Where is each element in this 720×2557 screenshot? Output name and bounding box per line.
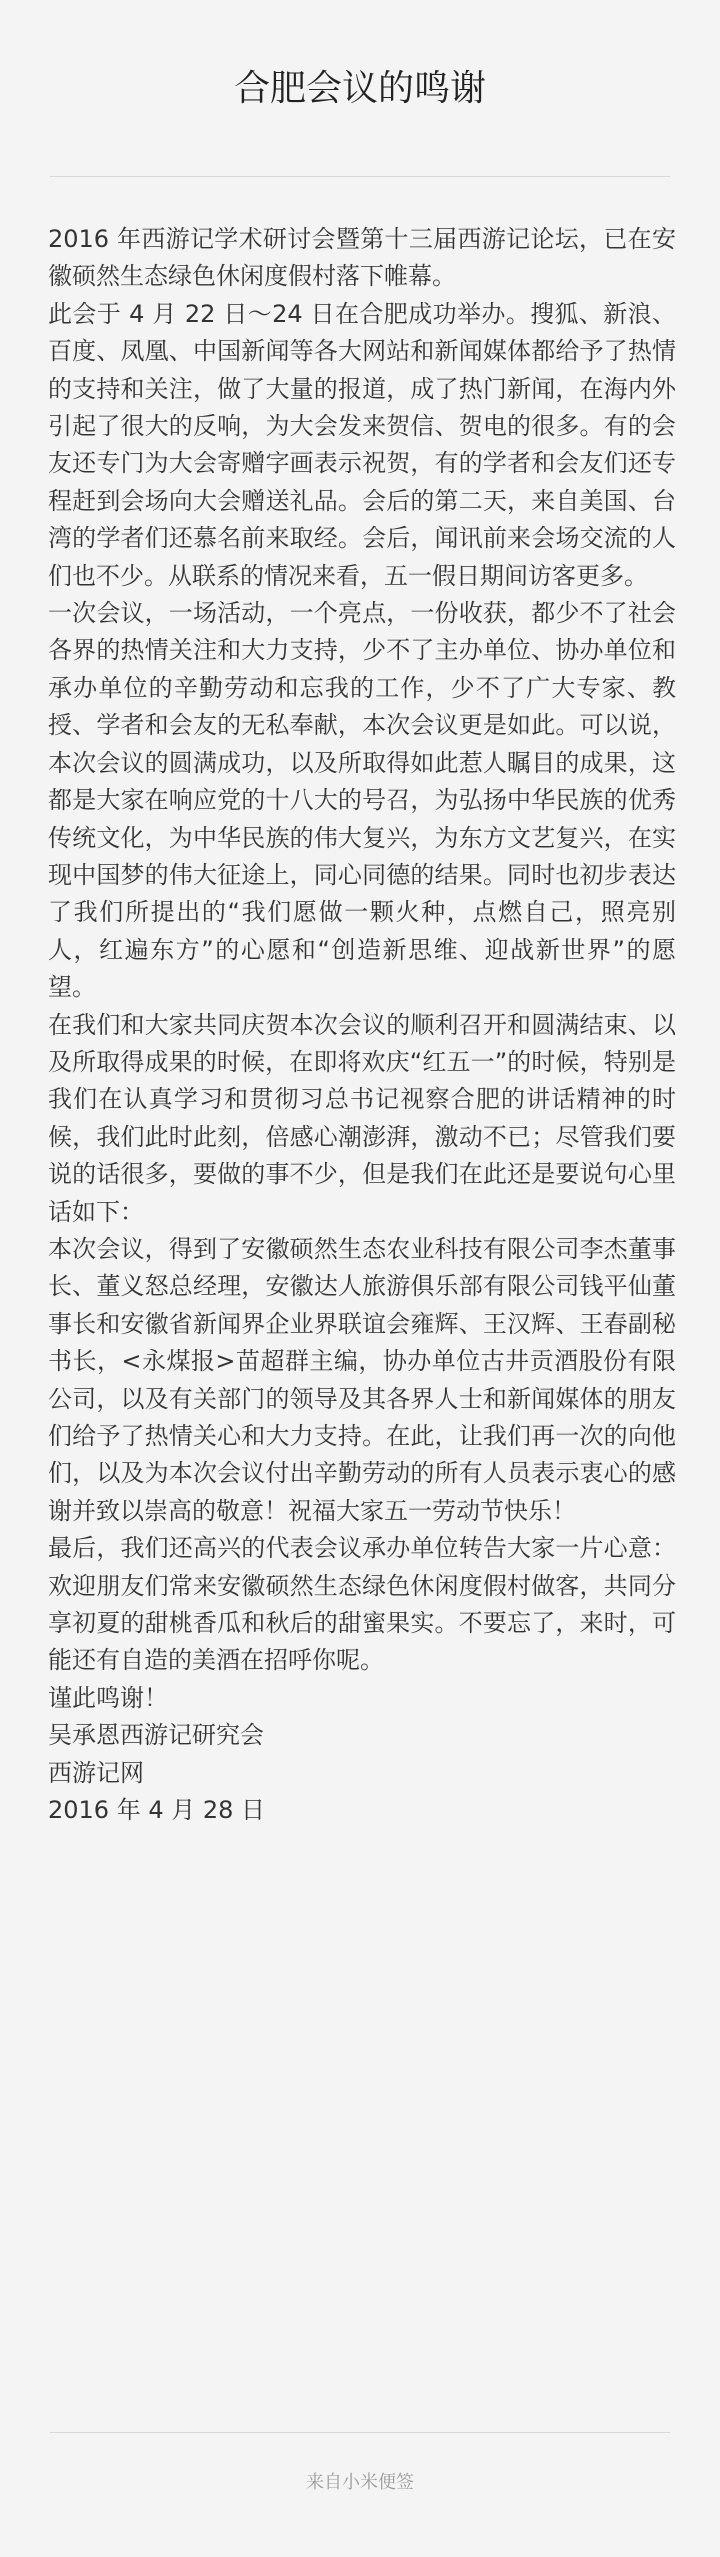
paragraph-thanks-list: 本次会议，得到了安徽硕然生态农业科技有限公司李杰董事长、董义怒总经理，安徽达人旅游俱乐部有限公司钱平仙董事长和安徽省新闻界企业界联谊会雍辉、王汉辉、王春副秘书长，<永煤报>苗超群主编，协办单位古井贡酒股份有限公司，以及有关部门的领导及其各界人士和新闻媒体的朋友们给予了热情关心和大力支持。在此，让我们再一次的向他们，以及为本次会议付出辛勤劳动的所有人员表示衷心的感谢并致以崇高的敬意！祝福大家五一劳动节快乐！ (48, 1234, 676, 1525)
source-footer: 来自小米便签 (306, 2472, 414, 2493)
signature-website: 西游记网 (48, 1758, 144, 1787)
paragraph-intro: 2016 年西游记学术研讨会暨第十三届西游记论坛，已在安徽硕然生态绿色休闲度假村落下帷幕。 (48, 225, 676, 291)
paragraph-celebration: 在我们和大家共同庆贺本次会议的顺利召开和圆满结束、以及所取得成果的时候，在即将欢庆“红五一”的时候，特别是我们在认真学习和贯彻习总书记视察合肥的讲话精神的时候，我们此时此刻，倍感心潮澎湃，激动不已；尽管我们要说的话很多，要做的事不少，但是我们在此还是要说句心里话如下： (48, 1010, 676, 1226)
paragraph-support: 一次会议，一场活动，一个亮点，一份收获，都少不了社会各界的热情关注和大力支持，少不了主办单位、协办单位和承办单位的辛勤劳动和忘我的工作，少不了广大专家、教授、学者和会友的无私奉献，本次会议更是如此。可以说，本次会议的圆满成功，以及所取得如此惹人瞩目的成果，这都是大家在响应党的十八大的号召，为弘扬中华民族的优秀传统文化，为中华民族的伟大复兴，为东方文艺复兴，在实现中国梦的伟大征途上，同心同德的结果。同时也初步表达了我们所提出的“我们愿做一颗火种，点燃自己，照亮别人，红遍东方”的心愿和“创造新思维、迎战新世界”的愿望。 (48, 599, 676, 1002)
top-divider (50, 176, 670, 177)
note-title: 合肥会议的鸣谢 (233, 68, 486, 109)
paragraph-event-report: 此会于 4 月 22 日～24 日在合肥成功举办。搜狐、新浪、百度、凤凰、中国新闻等各大网站和新闻媒体都给予了热情的支持和关注，做了大量的报道，成了热门新闻，在海内外引起了很大的反响，为大会发来贺信、贺电的很多。有的会友还专门为大会寄赠字画表示祝贺，有的学者和会友们还专程赶到会场向大会赠送礼品。会后的第二天，来自美国、台湾的学者们还慕名前来取经。会后，闻讯前来会场交流的人们也不少。从联系的情况来看，五一假日期间访客更多。 (48, 299, 676, 590)
signature-date: 2016 年 4 月 28 日 (48, 1796, 266, 1825)
signature-organization: 吴承恩西游记研究会 (48, 1721, 264, 1750)
note-body (48, 221, 676, 1829)
bottom-divider (50, 2432, 670, 2433)
paragraph-invitation: 最后，我们还高兴的代表会议承办单位转告大家一片心意：欢迎朋友们常来安徽硕然生态绿色休闲度假村做客，共同分享初夏的甜桃香瓜和秋后的甜蜜果实。不要忘了，来时，可能还有自造的美酒在招呼你呢。 (48, 1534, 676, 1675)
closing-line: 谨此鸣谢！ (48, 1683, 168, 1712)
